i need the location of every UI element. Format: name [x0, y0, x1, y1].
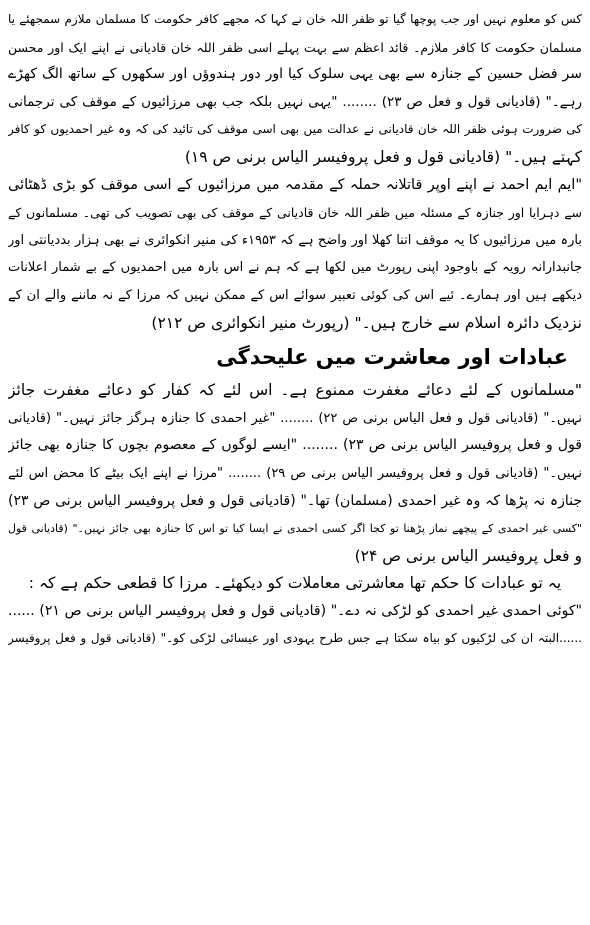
text-line: دیکھے ہیں اور ہمارے۔ ئیے اس کی کوئی تعبیر سوائے اس کے ممکن نہیں کہ مرزا کے نہ ماننے والے ان کے: [8, 287, 582, 303]
text-line: نہیں۔" (قادیانی قول و فعل پروفیسر الیاس برنی ص ۲۹) ........ "مرزا نے اپنے ایک بیٹے کا محض اس لئے: [8, 465, 582, 481]
text-line: کس کو معلوم نہیں اور جب پوچھا گیا تو ظفر اللہ خان نے کہا کہ مجھے کافر حکومت کا مسلمان ملازم سمجھئے یا: [8, 12, 582, 26]
text-line: ......البتہ ان کی لڑکیوں کو بیاہ سکتا ہے جس طرح یہودی اور عیسائی لڑکی کو۔" (قادیانی قول و فعل پروفیسر: [8, 631, 582, 646]
text-line: کہتے ہیں۔" (قادیانی قول و فعل پروفیسر الیاس برنی ص ۱۹): [184, 147, 582, 166]
text-line: "کوئی احمدی غیر احمدی کو لڑکی نہ دے۔" (قادیانی قول و فعل پروفیسر الیاس برنی ص ۲۱) ......: [8, 602, 582, 619]
text-line: و فعل پروفیسر الیاس برنی ص ۲۴): [354, 546, 582, 565]
text-line: "مسلمانوں کے لئے دعائے مغفرت ممنوع ہے۔ اس لئے کہ کفار کو دعائے مغفرت جائز: [8, 381, 582, 400]
text-line: سر فضل حسین کے جنازہ سے بھی یہی سلوک کیا اور دور ہندوؤں اور سکھوں کے ساتھ الگ کھڑے: [8, 66, 582, 83]
text-line: مسلمان حکومت کا کافر ملازم۔ قائد اعظم سے بہت پہلے اسی ظفر اللہ خان قادیانی نے اپنے ایک اور محسن: [8, 39, 582, 55]
text-line: جانبدارانہ رویہ کے باوجود اپنی رپورٹ میں لکھا ہے کہ ہم نے اس بارہ میں احمدیوں کے بے شمار اعلانات: [8, 260, 582, 276]
text-line: کی ضرورت ہوئی ظفر اللہ خان قادیانی نے عدالت میں بھی اسی موقف کی تائید کی کہ وہ غیر احمدیوں کو کافر: [8, 122, 582, 137]
text-line: بارہ میں مرزائیوں کا یہ موقف اتنا کھلا اور واضح ہے کہ ۱۹۵۳ء کی منیر انکوائری نے بھی ہزار بددیانتی اور: [8, 232, 582, 248]
text-line: نہیں۔" (قادیانی قول و فعل الیاس برنی ص ۲۲) ........ "غیر احمدی کا جنازہ ہرگز جائز نہیں۔" (قادیانی: [8, 410, 582, 426]
text-line: "کسی غیر احمدی کے پیچھے نماز پڑھنا تو کجا اگر کسی احمدی نے ایسا کیا تو اس کا جنازہ بھی جائز نہیں۔" (قادیانی قول: [8, 522, 582, 536]
section-heading: عبادات اور معاشرت میں علیحدگی: [216, 345, 568, 370]
text-line: نزدیک دائرہ اسلام سے خارج ہیں۔" (رپورٹ منیر انکوائری ص ۲۱۲): [151, 313, 582, 332]
text-line: "ایم ایم احمد نے اپنے اوپر قاتلانہ حملہ کے مقدمہ میں مرزائیوں کے اسی موقف کو بڑی ڈھٹائی: [8, 176, 582, 193]
text-line: سے دہرایا اور جنازہ کے مسئلہ میں ظفر اللہ خان قادیانی کے موقف کی بھی تصویب کی تھی۔ مسلمانوں کے: [8, 205, 582, 221]
text-line: رہے۔" (قادیانی قول و فعل ص ۲۳) ........ "یہی نہیں بلکہ جب بھی مرزائیوں کے موقف کی ترجمانی: [8, 93, 582, 110]
text-line: جنازہ نہ پڑھا کہ وہ غیر احمدی (مسلمان) تھا۔" (قادیانی قول و فعل پروفیسر الیاس برنی ص ۲۳): [8, 492, 582, 509]
text-line: یہ تو عبادات کا حکم تھا معاشرتی معاملات کو دیکھئے۔ مرزا کا قطعی حکم ہے کہ :: [28, 574, 562, 593]
text-line: قول و فعل پروفیسر الیاس برنی ص ۲۳) ........ "ایسے لوگوں کے معصوم بچوں کا جنازہ بھی جائز: [8, 437, 582, 454]
